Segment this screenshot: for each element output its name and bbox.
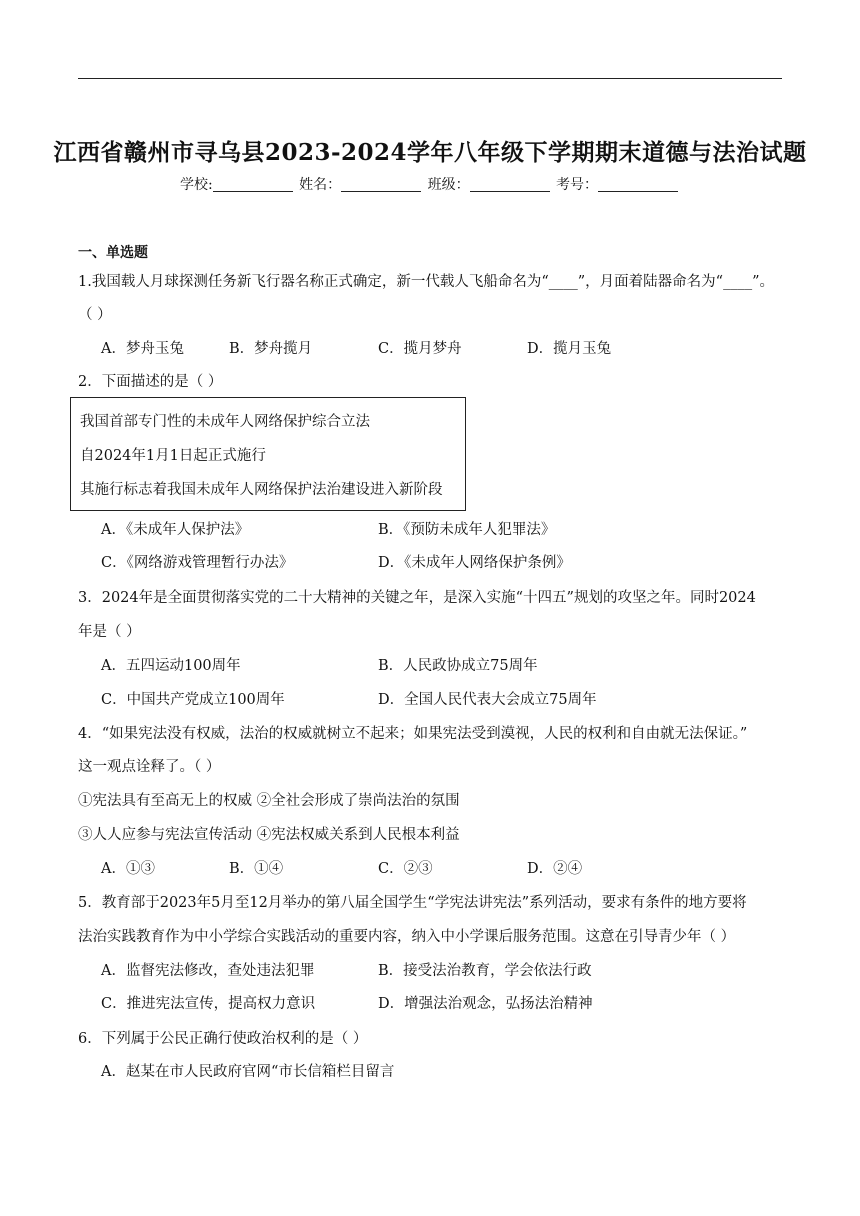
q2-box-line1: 我国首部专门性的未成年人网络保护综合立法	[80, 414, 370, 430]
q5-option-d[interactable]: D．增强法治观念，弘扬法治精神	[378, 996, 593, 1012]
q1-option-d[interactable]: D．揽月玉兔	[527, 341, 612, 357]
q3-option-b[interactable]: B．人民政协成立75周年	[378, 658, 538, 674]
number-label: 考号：	[556, 177, 599, 193]
q3-stem-line1: 3．2024年是全面贯彻落实党的二十大精神的关键之年，是深入实施“十四五”规划的攻坚之年。同时2024	[78, 590, 756, 606]
q4-statements-3-4: ③人人应参与宪法宣传活动 ④宪法权威关系到人民根本利益	[78, 827, 460, 843]
q6-stem: 6．下列属于公民正确行使政治权利的是（ ）	[78, 1031, 368, 1047]
q2-option-d[interactable]: D．《未成年人网络保护条例》	[378, 555, 571, 571]
q3-option-a[interactable]: A．五四运动100周年	[101, 658, 241, 674]
q4-option-b[interactable]: B．①④	[229, 861, 284, 877]
q1-option-c[interactable]: C．揽月梦舟	[378, 341, 462, 357]
q4-option-a[interactable]: A．①③	[101, 861, 155, 877]
q2-option-c[interactable]: C．《网络游戏管理暂行办法》	[101, 555, 294, 571]
number-blank[interactable]	[598, 177, 678, 192]
header-rule	[78, 78, 782, 79]
q6-option-a[interactable]: A．赵某在市人民政府官网“市长信箱栏目留言	[101, 1064, 395, 1080]
q4-statements-1-2: ①宪法具有至高无上的权威 ②全社会形成了崇尚法治的氛围	[78, 793, 460, 809]
q3-option-c[interactable]: C．中国共产党成立100周年	[101, 692, 285, 708]
q4-stem-line1: 4．“如果宪法没有权威，法治的权威就树立不起来；如果宪法受到漠视，人民的权利和自由就无法保证。”	[78, 726, 748, 742]
q4-option-c[interactable]: C．②③	[378, 861, 433, 877]
q3-stem-line2: 年是（ ）	[78, 624, 141, 640]
school-blank[interactable]	[213, 177, 293, 192]
class-blank[interactable]	[470, 177, 550, 192]
q2-description-box	[70, 397, 466, 511]
class-label: 班级：	[427, 177, 470, 193]
q2-option-a[interactable]: A．《未成年人保护法》	[101, 522, 250, 538]
q3-option-d[interactable]: D．全国人民代表大会成立75周年	[378, 692, 597, 708]
q4-stem-line2: 这一观点诠释了。（ ）	[78, 759, 221, 775]
q4-option-d[interactable]: D．②④	[527, 861, 583, 877]
name-blank[interactable]	[341, 177, 421, 192]
student-info-line	[0, 174, 860, 194]
q2-box-line3: 其施行标志着我国未成年人网络保护法治建设进入新阶段	[80, 482, 443, 498]
school-label: 学校:	[179, 177, 213, 193]
page-title: 江西省赣州市寻乌县2023-2024学年八年级下学期期末道德与法治试题	[53, 139, 807, 166]
q1-option-a[interactable]: A．梦舟玉兔	[101, 341, 184, 357]
q2-stem: 2．下面描述的是（ ）	[78, 374, 223, 390]
q1-stem-line2: （ ）	[78, 307, 112, 323]
name-label: 姓名：	[299, 177, 342, 193]
q1-stem-line1: 1.我国载人月球探测任务新飞行器名称正式确定，新一代载人飞船命名为“____”，月面着陆器命名为“____”。	[78, 274, 774, 290]
q5-stem-line2: 法治实践教育作为中小学综合实践活动的重要内容，纳入中小学课后服务范围。这意在引导青少年（ ）	[78, 929, 736, 945]
q5-option-b[interactable]: B．接受法治教育，学会依法行政	[378, 963, 592, 979]
q2-option-b[interactable]: B．《预防未成年人犯罪法》	[378, 522, 556, 538]
q5-option-a[interactable]: A．监督宪法修改，查处违法犯罪	[101, 963, 315, 979]
q5-stem-line1: 5．教育部于2023年5月至12月举办的第八届全国学生“学宪法讲宪法”系列活动，要求有条件的地方要将	[78, 895, 747, 911]
q5-option-c[interactable]: C．推进宪法宣传，提高权力意识	[101, 996, 316, 1012]
section-heading: 一、单选题	[78, 245, 148, 261]
q1-option-b[interactable]: B．梦舟揽月	[229, 341, 313, 357]
q2-box-line2: 自2024年1月1日起正式施行	[80, 448, 266, 464]
